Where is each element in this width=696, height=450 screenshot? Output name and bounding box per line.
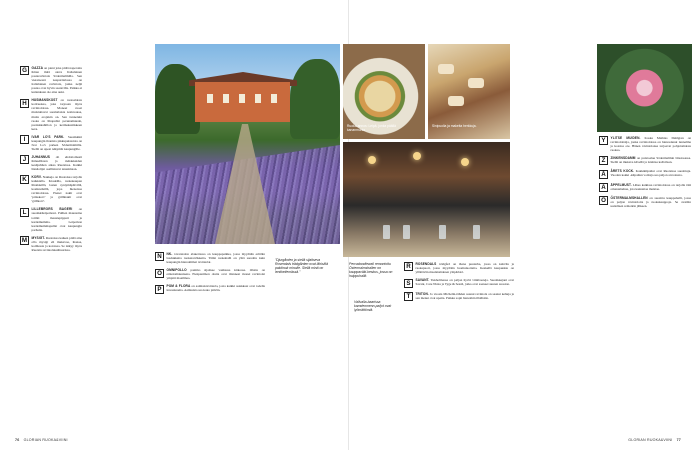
entry-body: panimo sijaitsee vanhassa kirkossa. Olutta on erikoismakuisena. Pienpanimon oluita ovat tilanneet monet ravintolat ympäri maailmaa.: [166, 268, 265, 281]
entry-initial: Å: [599, 170, 608, 179]
glossary-entry: [155, 268, 265, 280]
entry-initial: J: [20, 155, 29, 164]
glossary-entry: [404, 262, 514, 274]
right-footer: [628, 438, 684, 442]
glass: [439, 225, 446, 239]
glass: [383, 225, 390, 239]
glossary-entry: [599, 183, 691, 192]
glossary-entry: [20, 207, 82, 231]
entry-heading: KORV.: [31, 175, 42, 180]
entry-body: Lähes kaikissa ravintoloissa on tarjolla tätä omenamehua, jota kannattaa maistaa.: [610, 182, 691, 191]
glass: [473, 225, 480, 239]
left-page-number: 76: [15, 438, 20, 442]
garden-photo: [155, 44, 340, 244]
lamp: [461, 158, 469, 166]
entry-body: on aamiaisravintola, josta kaikki asiakkaat ovat todella innostuneita. Aamiaista saa koko päivän.: [166, 284, 265, 293]
entry-heading: POM & FLORA: [166, 284, 191, 289]
entry-heading: ÄPPELMUST.: [610, 182, 632, 187]
text-column-1: [20, 66, 82, 256]
cake: [468, 78, 484, 88]
glossary-entry: [404, 278, 514, 287]
entry-text: [32, 155, 83, 171]
entry-body: tavaratalon alakerrassa on kauppapaikka, jossa myydään erittäin laadukkaita ruokatarvikkeita. Tämä ruokahalli on yhtä suosittu kuin kaupungin hienoimmat ravintolat.: [166, 252, 265, 265]
entry-initial: T: [404, 292, 413, 301]
entry-text: [167, 284, 266, 293]
entry-text: [167, 268, 266, 280]
entry-heading: YLITSE MUIDEN.: [610, 135, 641, 140]
tree-left: [155, 64, 200, 134]
entry-text: [32, 207, 83, 231]
entry-body: on suosittu kauppahalli, jossa on paljon ravintoloita ja ruokakauppoja. Se avattiin uudelleen remontin jälkeen.: [610, 195, 691, 208]
glossary-entry: [404, 292, 514, 301]
entry-initial: O: [155, 269, 164, 278]
entry-body: oli ehdottomasti ihmeellisten ja riehakkaiden kesäjuhlien aikaa Ruotsissa. Kaikki läsnäolijat osallistuvat tanssimaan.: [31, 154, 82, 172]
text-column-2: [155, 252, 265, 298]
entry-heading: GAZZA: [31, 66, 43, 70]
glossary-entry: [20, 155, 82, 171]
left-footer-label: GLORIAN RUOKA&VIINI: [23, 438, 68, 442]
sandwich-caption: Ruoka-annos: Leipä, jonka päällä kananmunia.: [347, 124, 396, 132]
lamp: [413, 152, 421, 160]
entry-text: [167, 252, 266, 264]
entry-initial: G: [20, 66, 29, 75]
entry-initial: Ö: [599, 196, 608, 205]
entry-text: [32, 236, 83, 252]
entry-heading: JUHANNUS: [31, 154, 51, 159]
entry-text: [611, 183, 692, 192]
lamp: [368, 156, 376, 164]
entry-initial: Ä: [599, 183, 608, 192]
entry-heading: ROSENDALS: [415, 262, 437, 266]
entry-body: Kokkikilpailut ovat Ruotsissa suosittuja. Vuoden kokki -kilpailun voittaja saa paljon arvostusta.: [610, 169, 691, 178]
entry-heading: HUSMANSKOST: [31, 98, 58, 103]
glossary-entry: [20, 236, 82, 252]
entry-body: Koska Mathias Dahlgren on ravintoloitsija, jonka ravintoloissa on hienostunut tunnelma ja kotoisa ote. Hänen ravintolansa tarjoavat pohjoismaista ruokaa.: [610, 135, 692, 152]
entry-initial: M: [21, 237, 28, 245]
glossary-entry: [155, 284, 265, 293]
entry-heading: ZINKENSDAMM: [610, 155, 636, 160]
entry-heading: TRITON.: [415, 291, 429, 296]
glossary-entry: [155, 252, 265, 264]
pull-quote-1: "Djurgården ja siellä sijaitseva Rosendals trädgården ovat lähisiltä pakkinuk minulle. Siellä minä on lenkkeilemässä.": [275, 258, 328, 275]
entry-body: on puistoalue Södermalmin länsiosassa. Siellä on mukava kävellä ja istahtaa kahvilaan.: [610, 155, 692, 164]
house-window: [271, 94, 277, 103]
entry-body: Nakkeja on Ruotsissa tarjolla kaikkialla. Kioskilla, ruokakaupan lihatiskillä, lasten syntymäpäivillä, kouluretkillä, jopa hienoissa ravintoloissa. Pienet nakit ovat 'prinskorv' ja grillinakit ovat 'grillkorv'.: [31, 175, 82, 204]
entry-initial: I: [20, 135, 29, 144]
entry-text: [32, 66, 83, 94]
entry-body: Jo vuosia Michelin-tähden saanut ravintola on saanut kehuja ja sen menut ovat upeita. Paikka sopii hienoihin illallisiin.: [415, 291, 515, 300]
entry-initial: R: [404, 262, 413, 271]
pull-quote-3: Vallvalla-baarissa kamdenmenn-paljot ovat lyömättömiä.: [354, 300, 392, 313]
entry-heading: MYSIGT.: [31, 235, 45, 240]
entry-initial: P: [155, 285, 164, 294]
entry-text: [416, 262, 515, 274]
entry-heading: OMNIPOLLO: [166, 268, 187, 273]
entry-text: [32, 175, 83, 203]
glossary-entry: [20, 135, 82, 151]
entry-initial: H: [20, 99, 29, 108]
entry-text: [611, 196, 692, 208]
glossary-entry: [20, 98, 82, 130]
house-window: [255, 94, 261, 103]
entry-body: on suosikkileipomoni. Pullien mausteina toimii maustepippuri ja kardemumma. Leipomon kardemummapullat ovat kaupungin parhaita.: [31, 207, 82, 232]
house-window: [207, 94, 213, 103]
entry-text: [611, 156, 692, 165]
entry-body: on pieni joka pitää naperoitu ilman mitä oleva Italialainen pastaravintola Södermalmilla. Sen viereisessä naapuritalossa on italialainen ravintola, jonka neljä pastaa ovat hyvin saatavilla. Paikka ei kuitenkaan ole aina auki.: [31, 66, 82, 95]
entry-heading: SAVANT.: [415, 278, 430, 283]
house-window: [223, 94, 229, 103]
glossary-entry: [599, 196, 691, 208]
entry-initial: L: [20, 208, 29, 217]
entry-initial: N: [155, 252, 164, 261]
entry-body: Suosikkini kaupungin ihanista pikkupuistoista on Ivar Lo's parken Södermalmilla. Siellä on upeat näkymät kaupungille.: [31, 134, 82, 151]
text-column-3: [404, 262, 514, 305]
sweets-caption: Sinipuolia ja makeita herkkuja.: [432, 124, 477, 128]
entry-heading: NK-: [166, 252, 173, 256]
entry-initial: Z: [599, 156, 608, 165]
glossary-entry: [599, 156, 691, 165]
entry-text: [416, 292, 515, 301]
entry-heading: IVAR LO'S PARK.: [31, 134, 65, 139]
entry-initial: K: [20, 175, 29, 184]
tree-right: [290, 59, 340, 139]
entry-body: on ruotsalaista kotiruokaa, joka tarjoaan myös ravintoloissa. Moneet ruoat muistuttavat suomalaista kotiruokaa, mutta erojakin on. Sen tunnetuin ruoka on lihapullat perunamuusin, puolukkahillon ja kermakastikkeen kera.: [31, 98, 83, 131]
right-footer-label: GLORIAN RUOKA&VIINI: [628, 438, 673, 442]
glossary-entry: [20, 66, 82, 94]
flower-photo: [597, 44, 692, 132]
entry-initial: S: [404, 279, 413, 288]
glossary-entry: [20, 175, 82, 203]
entry-body: Ruotsissa kaiken pitää aina olla mysigt eli mukavaa, ihanaa, kodikasta ja kotoisaa. Se näkyy myös Ruotsin ravintolakulttuurissa.: [31, 235, 82, 252]
right-page-number: 77: [676, 438, 681, 442]
glass: [403, 225, 410, 239]
cake: [448, 96, 464, 106]
entry-body: Tukholmassa on paljon hyviä viinibaareja. Suosikkejani ovat Savant, Care Nizza ja Tyge & Sessil, jotka ovat saaneet suuren suosion.: [415, 278, 514, 287]
entry-text: [32, 135, 83, 151]
entry-text: [611, 169, 692, 178]
house-window: [239, 94, 245, 103]
entry-text: [611, 136, 692, 152]
entry-text: [32, 98, 83, 130]
pull-quote-2: Percadoodlewali remontoitu Östermalmshallen on kauppaväki-keskus, jossa on huippuhallit.: [349, 262, 393, 279]
entry-heading: ÅRETS KOCK.: [610, 169, 635, 174]
entry-heading: LILLEBRORS BAGERI: [31, 207, 73, 212]
left-footer: [12, 438, 68, 442]
sandwich-photo: [343, 44, 425, 139]
entry-body: trädgård on ihana puutarha, jossa on kahvila ja ruokapuoti, jossa myydään luomutuotteita. Keskellä kaupunkia on yllättävän maalaismainen ympäristö.: [415, 262, 514, 275]
glossary-entry: [599, 169, 691, 178]
entry-text: [416, 278, 515, 287]
sweets-photo: [428, 44, 510, 139]
entry-initial: Y: [599, 136, 608, 145]
bar-photo: [343, 142, 510, 257]
cake: [438, 64, 454, 74]
entry-heading: ÖSTERMALMSHALLEN: [610, 195, 648, 200]
glossary-entry: [599, 136, 691, 152]
